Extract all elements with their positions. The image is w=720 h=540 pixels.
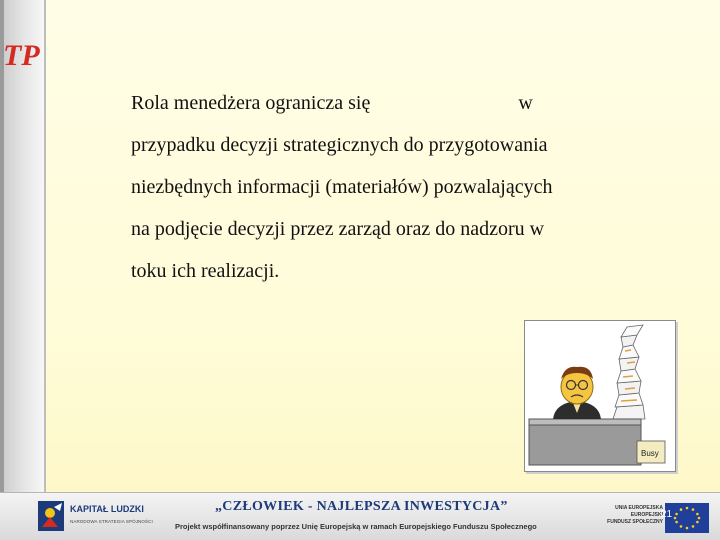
project-cofinanced-line: Projekt współfinansowany poprzez Unię Europejską w ramach Europejskiego Funduszu Społecznego (175, 522, 537, 531)
paragraph-line-5: toku ich realizacji. (131, 260, 280, 282)
busy-manager-clipart (524, 320, 676, 472)
kapital-ludzki-subtitle: NARODOWA STRATEGIA SPÓJNOŚCI (70, 519, 153, 524)
kapital-ludzki-logo-icon (36, 499, 66, 533)
kapital-ludzki-title: KAPITAŁ LUDZKI (70, 504, 144, 514)
busy-manager-illustration (525, 321, 675, 471)
tp-logo-text: TP (3, 39, 40, 72)
left-sidebar-bar (0, 0, 46, 540)
main-paragraph (131, 82, 671, 292)
eu-label-line-2: EUROPEJSKI (630, 512, 663, 518)
paragraph-line-3: niezbędnych informacji (materiałów) pozwalających (131, 176, 553, 198)
paper-stack-icon (613, 325, 645, 419)
eu-fund-label (601, 505, 663, 526)
footer-slogan: „CZŁOWIEK - NAJLEPSZA INWESTYCJA” (215, 499, 508, 514)
desk-shape (529, 419, 641, 465)
footer-banner (0, 492, 720, 540)
tp-logo-icon (0, 36, 44, 72)
eu-label-line-1: UNIA EUROPEJSKA (615, 505, 663, 511)
paragraph-line-2: przypadku decyzji strategicznych do przygotowania (131, 134, 548, 156)
paragraph-line-4: na podjęcie decyzji przez zarząd oraz do nadzoru w (131, 218, 545, 240)
paragraph-line-1: Rola menedżera ogranicza się w (131, 92, 533, 114)
sidebar-shade (0, 0, 4, 540)
page-number: 21 (661, 509, 673, 520)
eu-label-line-3: FUNDUSZ SPOŁECZNY (607, 519, 663, 525)
worried-manager-icon (553, 367, 601, 419)
busy-caption: Busy (641, 449, 659, 458)
